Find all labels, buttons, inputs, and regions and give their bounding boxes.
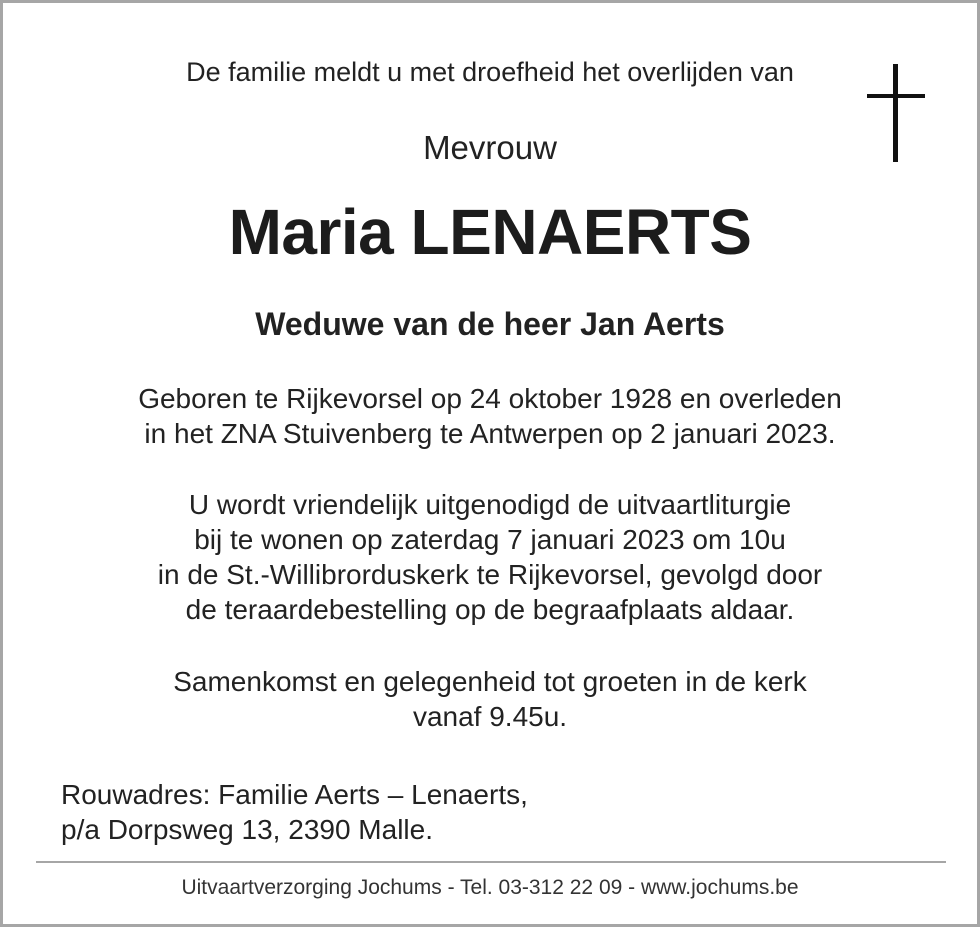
funeral-line: de teraardebestelling op de begraafplaats aldaar. [185, 594, 795, 625]
address-line: p/a Dorpsweg 13, 2390 Malle. [61, 814, 433, 845]
intro-text: De familie meldt u met droefheid het overlijden van [186, 57, 794, 87]
funeral-line: bij te wonen op zaterdag 7 januari 2023 om 10u [194, 524, 786, 555]
footer-divider [36, 861, 946, 863]
funeral-line: U wordt vriendelijk uitgenodigd de uitvaartliturgie [188, 489, 792, 520]
funeral-line: in de St.-Willibrorduskerk te Rijkevorsel, gevolgd door [157, 559, 823, 590]
gathering-line: Samenkomst en gelegenheid tot groeten in de kerk [173, 666, 807, 697]
gathering-paragraph [3, 664, 977, 734]
spouse-line: Weduwe van de heer Jan Aerts [255, 306, 725, 342]
mourning-address [61, 777, 528, 847]
deceased-name: Maria LENAERTS [228, 196, 752, 268]
birth-death-paragraph [3, 381, 977, 451]
gathering-line: vanaf 9.45u. [412, 701, 568, 732]
funeral-home-footer: Uitvaartverzorging Jochums - Tel. 03-312 22 09 - www.jochums.be [181, 876, 799, 899]
honorific-title: Mevrouw [423, 129, 557, 166]
address-line: Rouwadres: Familie Aerts – Lenaerts, [61, 779, 528, 810]
birth-death-line: Geboren te Rijkevorsel op 24 oktober 1928 en overleden [138, 383, 842, 414]
funeral-paragraph [3, 487, 977, 627]
birth-death-line: in het ZNA Stuivenberg te Antwerpen op 2 januari 2023. [144, 418, 836, 449]
